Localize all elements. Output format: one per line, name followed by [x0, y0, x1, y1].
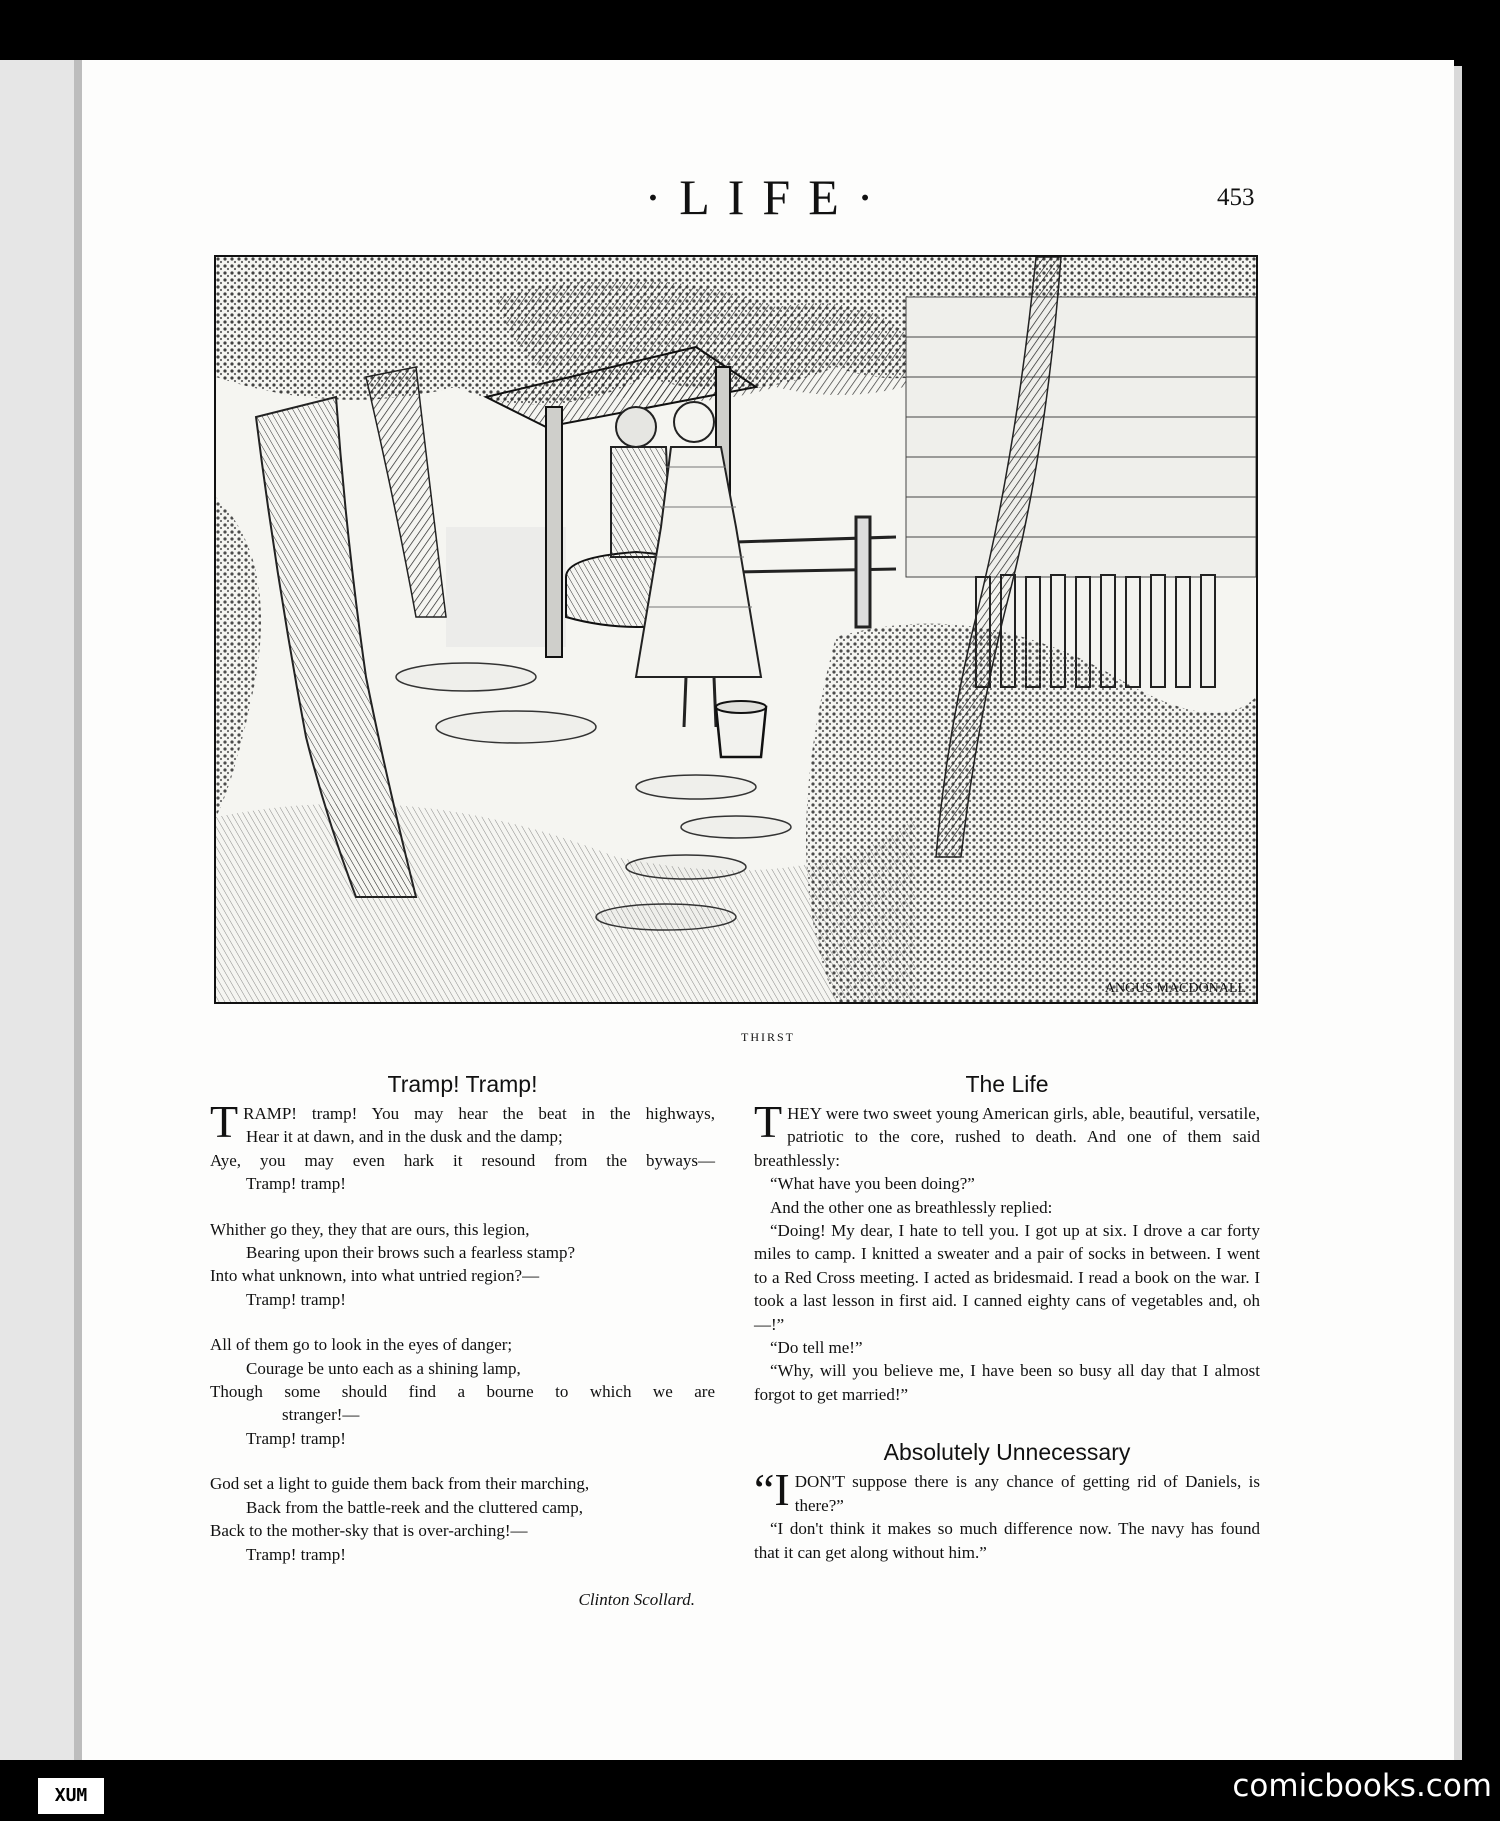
story-paragraph: THEY were two sweet young American girls, able, beautiful, versatile, patriotic to the core, rushed to death. And one of them said breathlessly: [754, 1096, 1260, 1170]
story-paragraph: “Doing! My dear, I hate to tell you. I got up at six. I drove a car forty miles to camp. I knitted a sweater and a pair of socks in between. I went to a Red Cross meeting. I acted as bridesmaid. I read a book on the war. I took a last lesson in first aid. I canned eighty cans of vegetables and, oh—!” [754, 1221, 1260, 1334]
illustration [214, 255, 1258, 1004]
story-paragraph: “What have you been doing?” [770, 1174, 975, 1194]
poem-stanza [210, 1096, 715, 1196]
poem-line: Tramp! tramp! [246, 1544, 346, 1564]
poem-author: Clinton Scollard. [578, 1589, 695, 1609]
poem-line: Aye, you may even hark it resound from the byways— [210, 1150, 715, 1170]
site-watermark: comicbooks.com [1232, 1768, 1492, 1804]
poem-line: All of them go to look in the eyes of danger; [210, 1335, 513, 1355]
story-paragraph: “IDON'T suppose there is any chance of getting rid of Daniels, is there?” [754, 1464, 1260, 1516]
garden-well-drawing [216, 257, 1256, 1002]
poem-line: Though some should find a bourne to which we are [210, 1382, 715, 1402]
masthead: ·LIFE· [644, 169, 892, 225]
story-paragraph: “Do tell me!” [770, 1338, 863, 1358]
story-paragraph: “Why, will you believe me, I have been so busy all day that I almost forgot to get married!” [754, 1361, 1260, 1404]
poem-line: stranger!— [282, 1405, 360, 1425]
poem-line: Back from the battle-reek and the cluttered camp, [246, 1497, 584, 1517]
illustration-caption: THIRST [741, 1030, 795, 1044]
poem-stanza [210, 1218, 715, 1312]
poem-line: Tramp! tramp! [246, 1289, 346, 1309]
poem-title: Tramp! Tramp! [387, 1071, 538, 1097]
story-paragraph: And the other one as breathlessly replied: [770, 1197, 1053, 1217]
poem-line: Tramp! tramp! [246, 1428, 346, 1448]
poem-line: Back to the mother-sky that is over-arching!— [210, 1521, 528, 1541]
artist-signature: ANGUS MACDONALL [1104, 981, 1246, 996]
story-paragraph: “I don't think it makes so much difference now. The navy has found that it can get along without him.” [754, 1519, 1260, 1562]
story-title: The Life [965, 1071, 1049, 1097]
poem-line: Hear it at dawn, and in the dusk and the damp; [246, 1127, 563, 1147]
story-dropcap: “I [754, 1464, 790, 1516]
poem-line: Into what unknown, into what untried region?— [210, 1266, 540, 1286]
poem-stanza [210, 1333, 715, 1450]
poem-column [210, 1070, 715, 1611]
poem-stanza [210, 1472, 715, 1566]
poem-dropcap: T [210, 1096, 239, 1147]
poem-line: Courage be unto each as a shining lamp, [246, 1358, 521, 1378]
poem-line: RAMP! tramp! You may hear the beat in the highways, [243, 1104, 715, 1123]
archive-stamp: XUM [38, 1778, 104, 1814]
story-title: Absolutely Unnecessary [883, 1439, 1131, 1466]
poem-line: Whither go they, they that are ours, this legion, [210, 1219, 530, 1239]
poem-line: Tramp! tramp! [246, 1174, 346, 1194]
story-dropcap: T [754, 1096, 783, 1147]
page-number: 453 [1217, 184, 1255, 211]
section-gap [754, 1406, 1260, 1438]
magazine-page [82, 60, 1454, 1760]
stories-column [754, 1070, 1260, 1564]
facing-page-edge [0, 60, 80, 1760]
poem-line: Bearing upon their brows such a fearless stamp? [246, 1243, 576, 1263]
poem-line: God set a light to guide them back from their marching, [210, 1474, 590, 1494]
